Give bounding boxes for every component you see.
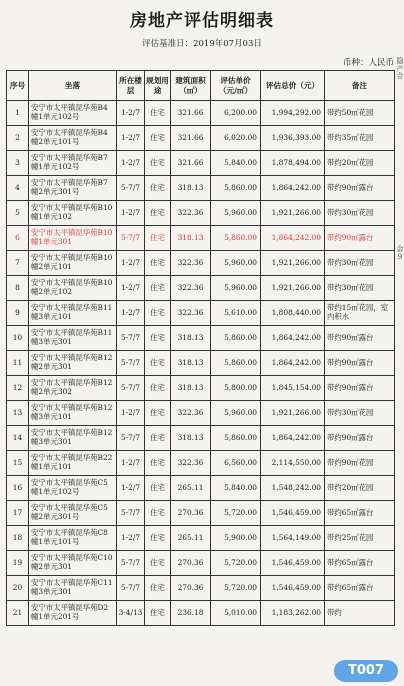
cell-total-price: 1,864,242.00 (261, 426, 325, 451)
cell-area: 321.66 (171, 151, 211, 176)
cell-no: 7 (7, 251, 29, 276)
cell-total-price: 1,878,494.00 (261, 151, 325, 176)
cell-use: 住宅 (145, 451, 171, 476)
cell-floor: 1-2/7 (117, 401, 145, 426)
cell-no: 2 (7, 126, 29, 151)
cell-use: 住宅 (145, 301, 171, 326)
cell-total-price: 1,546,459.00 (261, 551, 325, 576)
cell-use: 住宅 (145, 251, 171, 276)
cell-area: 321.66 (171, 126, 211, 151)
cell-total-price: 1,864,242.00 (261, 226, 325, 251)
cell-total-price: 1,864,242.00 (261, 176, 325, 201)
table-header-row (7, 71, 395, 101)
header-area: 建筑面积（㎡） (171, 71, 211, 101)
cell-no: 5 (7, 201, 29, 226)
table-row (7, 576, 395, 601)
cell-unit-price: 6,200.00 (211, 101, 261, 126)
cell-area: 270.36 (171, 576, 211, 601)
cell-area: 270.36 (171, 501, 211, 526)
cell-address: 安宁市太平镇昆华苑B10幢2单元101 (29, 251, 117, 276)
header-address: 坐落 (29, 71, 117, 101)
cell-address: 安宁市太平镇昆华苑B12幢3单元101 (29, 401, 117, 426)
table-row (7, 551, 395, 576)
cell-unit-price: 5,860.00 (211, 226, 261, 251)
cell-address: 安宁市太平镇昆华苑C8幢1单元101号 (29, 526, 117, 551)
cell-unit-price: 5,840.00 (211, 151, 261, 176)
cell-area: 318.13 (171, 176, 211, 201)
cell-address: 安宁市太平镇昆华苑B7幢1单元102号 (29, 151, 117, 176)
cell-no: 1 (7, 101, 29, 126)
cell-note: 带约90㎡露台 (325, 376, 395, 401)
cell-use: 住宅 (145, 226, 171, 251)
cell-note: 带约65㎡露台 (325, 501, 395, 526)
cell-unit-price: 5,800.00 (211, 376, 261, 401)
cell-address: 安宁市太平镇昆华苑B4幢2单元101号 (29, 126, 117, 151)
table-row (7, 276, 395, 301)
cell-note: 带约65㎡露台 (325, 576, 395, 601)
cell-address: 安宁市太平镇昆华苑C5幢1单元102号 (29, 476, 117, 501)
cell-total-price: 1,546,459.00 (261, 501, 325, 526)
cell-note: 带约30㎡花园 (325, 201, 395, 226)
cell-area: 322.36 (171, 201, 211, 226)
cell-no: 20 (7, 576, 29, 601)
cell-area: 236.18 (171, 601, 211, 626)
cell-area: 265.11 (171, 526, 211, 551)
cell-floor: 1-2/7 (117, 101, 145, 126)
table-row (7, 501, 395, 526)
cell-use: 住宅 (145, 151, 171, 176)
cell-floor: 1-2/7 (117, 151, 145, 176)
cell-area: 318.13 (171, 376, 211, 401)
cell-area: 322.36 (171, 451, 211, 476)
cell-floor: 5-7/7 (117, 376, 145, 401)
cell-unit-price: 5,860.00 (211, 426, 261, 451)
table-row (7, 476, 395, 501)
cell-floor: 5-7/7 (117, 576, 145, 601)
cell-floor: 3-4/13 (117, 601, 145, 626)
cell-floor: 5-7/7 (117, 351, 145, 376)
cell-floor: 1-2/7 (117, 451, 145, 476)
cell-floor: 5-7/7 (117, 176, 145, 201)
table-row (7, 351, 395, 376)
cell-use: 住宅 (145, 176, 171, 201)
header-note: 备注 (325, 71, 395, 101)
cell-floor: 1-2/7 (117, 301, 145, 326)
cell-use: 住宅 (145, 126, 171, 151)
cell-total-price: 1,936,393.00 (261, 126, 325, 151)
cell-note: 带约90㎡花园 (325, 451, 395, 476)
cell-unit-price: 5,860.00 (211, 326, 261, 351)
cell-floor: 1-2/7 (117, 201, 145, 226)
cell-unit-price: 6,560.00 (211, 451, 261, 476)
cell-address: 安宁市太平镇昆华苑B4幢1单元102号 (29, 101, 117, 126)
cell-total-price: 1,808,440.00 (261, 301, 325, 326)
cell-note: 带约20㎡花园 (325, 476, 395, 501)
header-floor: 所在楼层 (117, 71, 145, 101)
cell-note: 带约25㎡花园 (325, 526, 395, 551)
table-row (7, 251, 395, 276)
cell-use: 住宅 (145, 101, 171, 126)
cell-address: 安宁市太平镇昆华苑B11幢3单元101 (29, 301, 117, 326)
cell-address: 安宁市太平镇昆华苑B12幢2单元302 (29, 376, 117, 401)
cell-floor: 1-2/7 (117, 251, 145, 276)
cell-note: 带约65㎡露台 (325, 551, 395, 576)
header-use: 规划用途 (145, 71, 171, 101)
cell-total-price: 1,921,266.00 (261, 276, 325, 301)
table-row (7, 526, 395, 551)
cell-total-price: 1,546,459.00 (261, 576, 325, 601)
table-row (7, 601, 395, 626)
cell-note: 带约90㎡露台 (325, 176, 395, 201)
cell-use: 住宅 (145, 551, 171, 576)
cell-area: 318.13 (171, 326, 211, 351)
cell-total-price: 1,864,242.00 (261, 326, 325, 351)
cell-floor: 1-2/7 (117, 276, 145, 301)
cell-area: 322.36 (171, 401, 211, 426)
cell-note: 带约30㎡花园 (325, 401, 395, 426)
cell-address: 安宁市太平镇昆华苑B10幢1单元102 (29, 201, 117, 226)
cell-no: 21 (7, 601, 29, 626)
cell-unit-price: 5,960.00 (211, 401, 261, 426)
cell-address: 安宁市太平镇昆华苑B11幢3单元301 (29, 326, 117, 351)
header-unit-price: 评估单价（元/㎡） (211, 71, 261, 101)
table-row (7, 426, 395, 451)
cell-floor: 1-2/7 (117, 526, 145, 551)
valuation-date: 评估基准日：2019年07月03日 (142, 39, 262, 49)
table-row (7, 201, 395, 226)
table-row (7, 176, 395, 201)
cell-note: 带约90㎡露台 (325, 351, 395, 376)
cell-unit-price: 5,960.00 (211, 201, 261, 226)
cell-no: 19 (7, 551, 29, 576)
cell-unit-price: 5,610.00 (211, 301, 261, 326)
edge-text-top: 隐产合 (396, 57, 404, 81)
cell-total-price: 2,114,550.00 (261, 451, 325, 476)
cell-use: 住宅 (145, 501, 171, 526)
cell-no: 4 (7, 176, 29, 201)
table-row (7, 301, 395, 326)
cell-use: 住宅 (145, 326, 171, 351)
cell-unit-price: 5,010.00 (211, 601, 261, 626)
cell-area: 270.36 (171, 551, 211, 576)
cell-note: 带约50㎡花园 (325, 101, 395, 126)
table-body (7, 101, 395, 626)
cell-note: 带约90㎡露台 (325, 226, 395, 251)
table-row (7, 151, 395, 176)
cell-unit-price: 5,960.00 (211, 276, 261, 301)
cell-total-price: 1,183,262.00 (261, 601, 325, 626)
cell-note: 带约30㎡花园 (325, 251, 395, 276)
cell-unit-price: 5,720.00 (211, 551, 261, 576)
cell-no: 9 (7, 301, 29, 326)
cell-address: 安宁市太平镇昆华苑B12幢2单元301 (29, 351, 117, 376)
table-row (7, 326, 395, 351)
cell-no: 10 (7, 326, 29, 351)
cell-area: 318.13 (171, 351, 211, 376)
cell-floor: 5-7/7 (117, 501, 145, 526)
cell-floor: 5-7/7 (117, 226, 145, 251)
valuation-table (6, 70, 395, 626)
cell-address: 安宁市太平镇昆华苑C11幢3单元301 (29, 576, 117, 601)
cell-use: 住宅 (145, 351, 171, 376)
cell-use: 住宅 (145, 201, 171, 226)
cell-unit-price: 5,960.00 (211, 251, 261, 276)
cell-address: 安宁市太平镇昆华苑B7幢2单元301号 (29, 176, 117, 201)
cell-no: 16 (7, 476, 29, 501)
cell-area: 318.13 (171, 426, 211, 451)
cell-floor: 1-2/7 (117, 126, 145, 151)
cell-use: 住宅 (145, 576, 171, 601)
table-row (7, 101, 395, 126)
cell-no: 6 (7, 226, 29, 251)
cell-no: 15 (7, 451, 29, 476)
cell-note: 带约90㎡露台 (325, 326, 395, 351)
cell-unit-price: 5,860.00 (211, 351, 261, 376)
cell-address: 安宁市太平镇昆华苑B12幢3单元301 (29, 426, 117, 451)
watermark-logo: T007 (334, 660, 398, 682)
cell-note: 带约90㎡露台 (325, 426, 395, 451)
cell-no: 8 (7, 276, 29, 301)
cell-floor: 5-7/7 (117, 326, 145, 351)
cell-total-price: 1,864,242.00 (261, 351, 325, 376)
cell-note: 带约 (325, 601, 395, 626)
edge-text-mid: 会9 (396, 245, 404, 261)
cell-area: 321.66 (171, 101, 211, 126)
header-total-price: 评估总价（元） (261, 71, 325, 101)
cell-note: 带约20㎡花园 (325, 151, 395, 176)
cell-note: 带约35㎡花园 (325, 126, 395, 151)
cell-address: 安宁市太平镇昆华苑C10幢2单元301 (29, 551, 117, 576)
cell-use: 住宅 (145, 401, 171, 426)
cell-no: 11 (7, 351, 29, 376)
cell-use: 住宅 (145, 426, 171, 451)
cell-area: 322.36 (171, 251, 211, 276)
table-row (7, 376, 395, 401)
cell-note: 带约30㎡花园 (325, 276, 395, 301)
cell-no: 13 (7, 401, 29, 426)
cell-total-price: 1,921,266.00 (261, 401, 325, 426)
cell-area: 318.13 (171, 226, 211, 251)
cell-address: 安宁市太平镇昆华苑B22幢1单元101 (29, 451, 117, 476)
cell-total-price: 1,564,149.00 (261, 526, 325, 551)
cell-floor: 1-2/7 (117, 476, 145, 501)
cell-use: 住宅 (145, 476, 171, 501)
header-no: 序号 (7, 71, 29, 101)
cell-use: 住宅 (145, 601, 171, 626)
cell-total-price: 1,548,242.00 (261, 476, 325, 501)
cell-total-price: 1,994,292.00 (261, 101, 325, 126)
cell-address: 安宁市太平镇昆华苑C5幢2单元301号 (29, 501, 117, 526)
cell-area: 322.36 (171, 301, 211, 326)
cell-total-price: 1,921,266.00 (261, 201, 325, 226)
cell-area: 265.11 (171, 476, 211, 501)
cell-no: 17 (7, 501, 29, 526)
table-row (7, 451, 395, 476)
table-row (7, 126, 395, 151)
cell-area: 322.36 (171, 276, 211, 301)
cell-no: 3 (7, 151, 29, 176)
cell-total-price: 1,921,266.00 (261, 251, 325, 276)
cell-total-price: 1,845,154.00 (261, 376, 325, 401)
cell-unit-price: 5,900.00 (211, 526, 261, 551)
document-title: 房地产评估明细表 (130, 11, 274, 31)
table-row (7, 226, 395, 251)
cell-unit-price: 5,720.00 (211, 576, 261, 601)
cell-no: 14 (7, 426, 29, 451)
cell-no: 18 (7, 526, 29, 551)
cell-floor: 5-7/7 (117, 426, 145, 451)
cell-unit-price: 5,840.00 (211, 476, 261, 501)
cell-unit-price: 5,860.00 (211, 176, 261, 201)
cell-unit-price: 6,020.00 (211, 126, 261, 151)
cell-address: 安宁市太平镇昆华苑B10幢1单元301 (29, 226, 117, 251)
cell-no: 12 (7, 376, 29, 401)
cell-note: 带约15㎡花园，室内积水 (325, 301, 395, 326)
cell-address: 安宁市太平镇昆华苑D2幢1单元201号 (29, 601, 117, 626)
cell-unit-price: 5,720.00 (211, 501, 261, 526)
currency-label: 币种：人民币 (342, 58, 394, 68)
cell-use: 住宅 (145, 526, 171, 551)
cell-use: 住宅 (145, 376, 171, 401)
cell-address: 安宁市太平镇昆华苑B10幢2单元102 (29, 276, 117, 301)
table-row (7, 401, 395, 426)
cell-floor: 5-7/7 (117, 551, 145, 576)
cell-use: 住宅 (145, 276, 171, 301)
